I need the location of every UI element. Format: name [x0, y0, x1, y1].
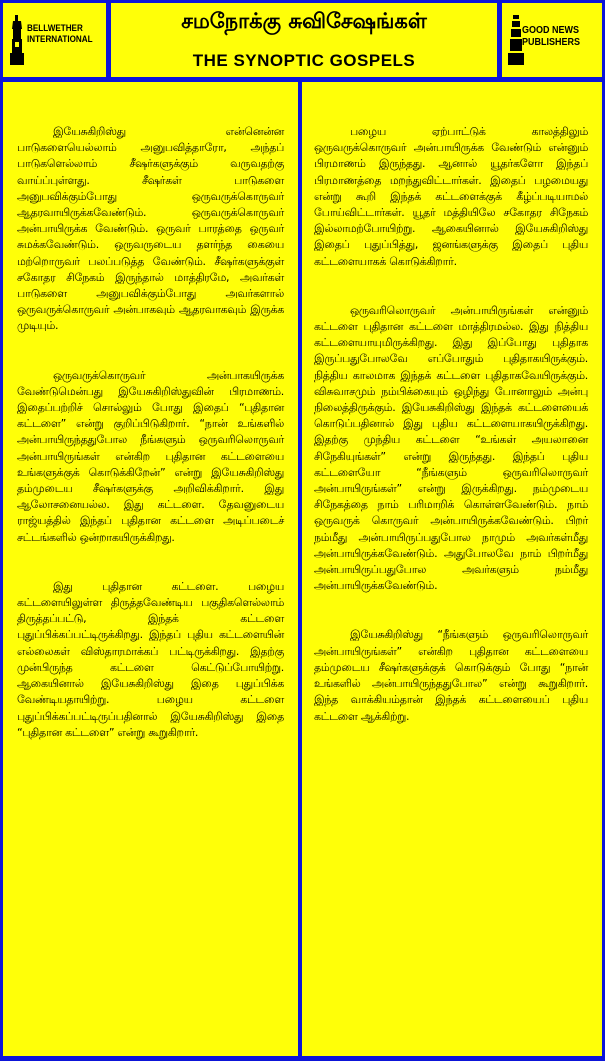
- logo-line-2: PUBLISHERS: [522, 37, 581, 48]
- right-column: [302, 82, 602, 1056]
- left-logo-box: [3, 3, 106, 77]
- logo-line-1: BELLWETHER: [27, 23, 83, 33]
- title-box: [111, 3, 497, 77]
- bell-tower-logo-icon: [9, 15, 25, 67]
- paragraph: ஒருவரிலொருவர் அன்பாயிருங்கள் என்னும் கட்டளை புதிதான கட்டளை மாத்திரமல்ல. இது நித்திய கட்டளையாயுமிருக்கிறது. இது இப்போது புதிதாக இருப்பதுபோலவே எப்போதும் புதிதாகயிருக்கும். நித்திய காலமாக இந்தக் கட்டளை புதிதாகவேயிருக்கும். விசுவாசமும் நம்பிக்கையும் ஒழிந்து போனாலும் அன்பு நிலைத்திருக்கும். இயேசுகிறிஸ்து இந்தக் கட்டளையைக் கொடுப்பதினால் இது புதிய கட்டளையாகயிருக்கிறது. இதற்கு முந்திய கட்டளை “உங்கள் அயலானை சிநேகியுங்கள்” என்று இருந்தது. இந்தப் புதிய கட்டளையோ “நீங்களும் ஒருவரிலொருவர் அன்பாயிருங்கள்” என்று இருக்கிறது. நம்முடைய சிநேகத்தை நாம் பரிமாறிக் கொள்ளவேண்டும். நாம் ஒருவருக் கொருவர் அன்பாயிருக்கவேண்டும். பிறர் நம்மீது அன்பாயிருப்பதுபோல நாமும் அவர்கள்மீது அன்பாயிருக்கவேண்டும். அதுபோலவே நாம் பிறர்மீது அன்பாயிருப்பதுபோல அவர்களும் நம்மீது அன்பாயிருக்கவேண்டும்.: [314, 303, 588, 593]
- paragraph: ஒருவருக்கொருவர் அன்பாகயிருக்க வேண்டுமென்பது இயேசுகிறிஸ்துவின் பிரமாணம். இதைப்பற்றிச் சொல்லும் போது இதைப் “புதிதான கட்டளை” என்று குறிப்பிடுகிறார். “நான் உங்களில் அன்பாயிருந்ததுபோல நீங்களும் ஒருவரிலொருவர் அன்பாயிருங்கள் என்கிற புதிதான கட்டளையை உங்களுக்குக் கொடுக்கிறேன்” என்று இயேசுகிறிஸ்து தம்முடைய சீஷர்களுக்கு அறிவிக்கிறார். இது ஆலோசனையல்ல. இது கட்டளை. தேவனுடைய ராஜ்யத்தில் இந்தப் புதிதான கட்டளை அடிப்படைச் சட்டங்களில் ஒன்றாகயிருக்கிறது.: [17, 368, 284, 544]
- paragraph: இயேசுகிறிஸ்து “நீங்களும் ஒருவரிலொருவர் அன்பாயிருங்கள்” என்கிற புதிதான கட்டளையை தம்முடைய சீஷர்களுக்குக் கொடுக்கும் போது “நான் உங்களில் அன்பாயிருந்ததுபோல” என்று கூறுகிறார். இந்த வாக்கியம்தான் இந்தக் கட்டளையைப் புதிய கட்டளை ஆக்கிற்று.: [314, 628, 588, 723]
- logo-line-2: INTERNATIONAL: [27, 34, 93, 44]
- page-title-tamil: சமநோக்கு சுவிசேஷங்கள்: [181, 9, 427, 33]
- good-news-logo-text: [522, 25, 580, 49]
- right-logo-box: [502, 3, 602, 77]
- paragraph: இயேசுகிறிஸ்து என்னென்ன பாடுகளையெல்லாம் அனுபவித்தாரோ, அந்தப் பாடுகளெல்லாம் சீஷர்களுக்கும் வருவதற்கு வாய்ப்புள்ளது. சீஷர்கள் பாடுகளை அனுபவிக்கும்போது ஒருவருக்கொருவர் ஆதரவாயிருக்கவேண்டும். ஒருவருக்கொருவர் அன்பாயிருக்க வேண்டும். ஒருவர் பாரத்தை ஒருவர் சுமக்கவேண்டும். ஒருவருடைய தளர்ந்த கையை மற்றொருவர் பலப்படுத்த வேண்டும். சீஷர்களுக்குள் சகோதர சிநேகம் இருந்தால் மாத்திரமே, அவர்கள் பாடுகளை அனுபவிக்கும்போது அவர்களால் ஒருவருக்கொருவர் அன்பாகவும் ஆதரவாகவும் இருக்க முடியும்.: [17, 125, 284, 333]
- page-title-english: THE SYNOPTIC GOSPELS: [192, 51, 416, 70]
- paragraph: பழைய ஏற்பாட்டுக் காலத்திலும் ஒருவருக்கொருவர் அன்பாயிருக்க வேண்டும் என்னும் பிரமாணம் இருந்தது. ஆனால் யூதர்களோ இந்தப் பிரமாணத்தை மறந்துவிட்டார்கள். இதைப் பழமையது என்று கூறி இந்தக் கட்டளைக்குக் கீழ்ப்படியாமல் போய்விட்டார்கள். யூதர் மத்தியிலே சகோதர சிநேகம் இல்லாமற்போயிற்று. ஆகையினால் இயேசுகிறிஸ்து இதைப் புதுப்பித்து, ஜனங்களுக்கு இதைப் புதிய கட்டளையாகக் கொடுக்கிறார்.: [314, 125, 588, 268]
- paragraph: இது புதிதான கட்டளை. பழைய கட்டளையிலுள்ள திருத்தவேண்டிய பகுதிகளெல்லாம் திருத்தப்பட்டு, இந்தக் கட்டளை புதுப்பிக்கப்பட்டிருக்கிறது. இந்தப் புதிய கட்டளையின் எல்லைகள் விஸ்தாரமாக்கப் பட்டிருக்கிறது. இதற்கு முன்பிருந்த கட்டளை கெட்டுப்போயிற்று. ஆகையினால் இயேசுகிறிஸ்து இதை புதுப்பிக்க வேண்டியதாயிற்று. பழைய கட்டளை புதுப்பிக்கப்பட்டிருப்பதினால் இயேசுகிறிஸ்து இதை “புதிதான கட்டளை” என்று கூறுகிறார்.: [17, 579, 284, 739]
- bellwether-logo: [3, 13, 106, 69]
- bellwether-logo-text: [27, 23, 93, 45]
- good-news-logo: [502, 13, 602, 69]
- left-column: [3, 82, 298, 1056]
- logo-line-1: GOOD NEWS: [522, 25, 580, 36]
